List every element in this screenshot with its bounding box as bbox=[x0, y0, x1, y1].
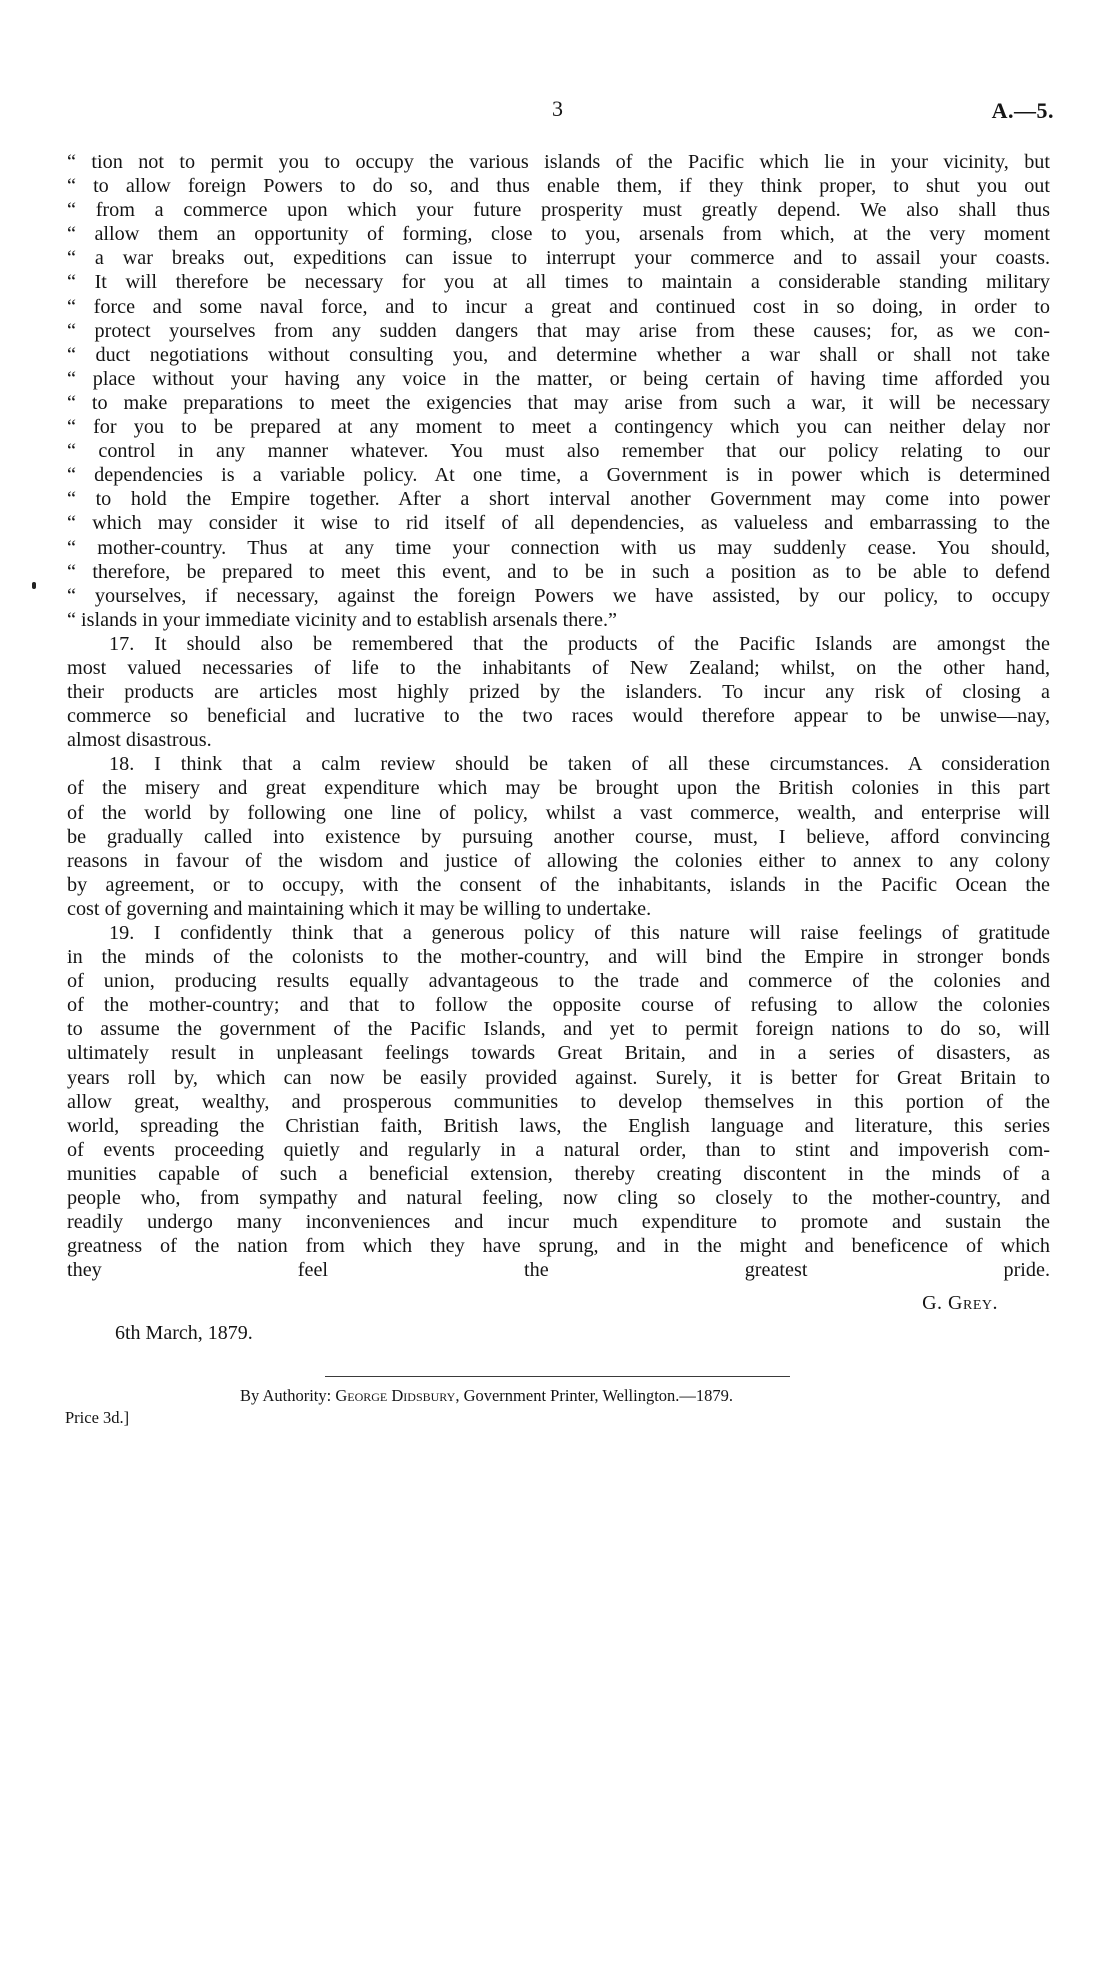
text-line: “ dependencies is a variable policy. At one time, a Government is in power which is determined bbox=[67, 464, 1050, 487]
body-text bbox=[67, 150, 1050, 1307]
text-line: readily undergo many inconveniences and incur much expenditure to promote and sustain the bbox=[67, 1211, 1050, 1234]
printer-name: George Didsbury bbox=[335, 1386, 456, 1405]
text-line: “ which may consider it wise to rid itself of all dependencies, as valueless and embarrassing to the bbox=[67, 512, 1050, 535]
text-line: commerce so beneficial and lucrative to the two races would therefore appear to be unwise—nay, bbox=[67, 705, 1050, 728]
text-line: “ therefore, be prepared to meet this event, and to be in such a position as to be able to defend bbox=[67, 560, 1050, 583]
text-line: of the misery and great expenditure which may be brought upon the British colonies in this part bbox=[67, 777, 1050, 800]
text-line: people who, from sympathy and natural feeling, now cling so closely to the mother-country, and bbox=[67, 1187, 1050, 1210]
text-line bbox=[67, 1282, 1050, 1306]
text-line: “ protect yourselves from any sudden dangers that may arise from these causes; for, as we con- bbox=[67, 319, 1050, 342]
text-line: of the mother-country; and that to follow the opposite course of refusing to allow the colonies bbox=[67, 994, 1050, 1017]
page-header bbox=[0, 96, 1114, 126]
paragraph-18-start: 18. I think that a calm review should be taken of all these circumstances. A consideration bbox=[109, 753, 1050, 776]
text-line: greatness of the nation from which they have sprung, and in the might and beneficence of which bbox=[67, 1235, 1050, 1258]
text-line: “ mother-country. Thus at any time your connection with us may suddenly cease. You should, bbox=[67, 536, 1050, 559]
text-line: “ allow them an opportunity of forming, close to you, arsenals from which, at the very moment bbox=[67, 223, 1050, 246]
text-line: of union, producing results equally advantageous to the trade and commerce of the colonies and bbox=[67, 970, 1050, 993]
text-line: of the world by following one line of policy, whilst a vast commerce, wealth, and enterprise will bbox=[67, 801, 1050, 824]
text-line: be gradually called into existence by pursuing another course, must, I believe, afford convincing bbox=[67, 825, 1050, 848]
text-line: world, spreading the Christian faith, British laws, the English language and literature, this series bbox=[67, 1114, 1050, 1137]
footer-rule bbox=[325, 1376, 790, 1377]
text-line: munities capable of such a beneficial extension, thereby creating discontent in the minds of a bbox=[67, 1162, 1050, 1185]
text-line: “ to hold the Empire together. After a short interval another Government may come into power bbox=[67, 488, 1050, 511]
text-line: “ tion not to permit you to occupy the various islands of the Pacific which lie in your vicinity, but bbox=[67, 151, 1050, 173]
text-line: years roll by, which can now be easily provided against. Surely, it is better for Great Britain to bbox=[67, 1066, 1050, 1089]
text-line: “ duct negotiations without consulting you, and determine whether a war shall or shall not take bbox=[67, 343, 1050, 366]
paragraph-19-start: 19. I confidently think that a generous policy of this nature will raise feelings of gratitude bbox=[109, 922, 1050, 944]
document-reference: A.—5. bbox=[991, 98, 1054, 123]
text-line: “ a war breaks out, expeditions can issue to interrupt your commerce and to assail your coasts. bbox=[67, 247, 1050, 270]
text-line: “ It will therefore be necessary for you at all times to maintain a considerable standing military bbox=[67, 271, 1050, 294]
text-line: of events proceeding quietly and regularly in a natural order, than to stint and impoverish com- bbox=[67, 1138, 1050, 1161]
text-line: allow great, wealthy, and prosperous communities to develop themselves in this portion of the bbox=[67, 1090, 1050, 1113]
text-line: “ from a commerce upon which your future prosperity must greatly depend. We also shall thus bbox=[67, 199, 1050, 222]
text-line: “ to make preparations to meet the exigencies that may arise from such a war, it will be necessary bbox=[67, 391, 1050, 414]
text-line: they feel the greatest pride. bbox=[67, 1259, 1050, 1282]
price-note: Price 3d.] bbox=[65, 1408, 130, 1427]
text-line: reasons in favour of the wisdom and justice of allowing the colonies either to annex to any colony bbox=[67, 849, 1050, 872]
text-line: “ yourselves, if necessary, against the foreign Powers we have assisted, by our policy, to occupy bbox=[67, 584, 1050, 607]
text-line: cost of governing and maintaining which it may be willing to undertake. bbox=[67, 897, 652, 920]
paragraph-17-start: 17. It should also be remembered that the products of the Pacific Islands are amongst the bbox=[109, 632, 1050, 655]
text-line: their products are articles most highly prized by the islanders. To incur any risk of closing a bbox=[67, 681, 1050, 704]
imprint-prefix: By Authority: bbox=[240, 1386, 336, 1405]
page-number: 3 bbox=[552, 96, 563, 121]
text-line: “ for you to be prepared at any moment to meet a contingency which you can neither delay nor bbox=[67, 416, 1050, 439]
text-line: in the minds of the colonists to the mother-country, and will bind the Empire in stronger bonds bbox=[67, 946, 1050, 969]
text-line: ultimately result in unpleasant feelings towards Great Britain, and in a series of disasters, as bbox=[67, 1042, 1050, 1065]
text-line: “ to allow foreign Powers to do so, and thus enable them, if they think proper, to shut you out bbox=[67, 175, 1050, 198]
text-line: most valued necessaries of life to the inhabitants of New Zealand; whilst, on the other hand, bbox=[67, 656, 1050, 679]
printer-imprint bbox=[240, 1386, 733, 1406]
text-line: “ islands in your immediate vicinity and to establish arsenals there.” bbox=[67, 608, 617, 631]
text-line: almost disastrous. bbox=[67, 729, 212, 752]
text-line: “ force and some naval force, and to incur a great and continued cost in so doing, in order to bbox=[67, 295, 1050, 318]
text-line: “ place without your having any voice in the matter, or being certain of having time afforded you bbox=[67, 367, 1050, 390]
text-line: “ control in any manner whatever. You must also remember that our policy relating to our bbox=[67, 440, 1050, 463]
signature: G. Grey. bbox=[922, 1292, 998, 1314]
text-line: to assume the government of the Pacific Islands, and yet to permit foreign nations to do so, will bbox=[67, 1018, 1050, 1041]
print-speck bbox=[32, 582, 36, 589]
imprint-suffix: , Government Printer, Wellington.—1879. bbox=[455, 1386, 734, 1405]
date-line: 6th March, 1879. bbox=[115, 1322, 253, 1344]
text-line: by agreement, or to occupy, with the consent of the inhabitants, islands in the Pacific Ocean the bbox=[67, 873, 1050, 896]
